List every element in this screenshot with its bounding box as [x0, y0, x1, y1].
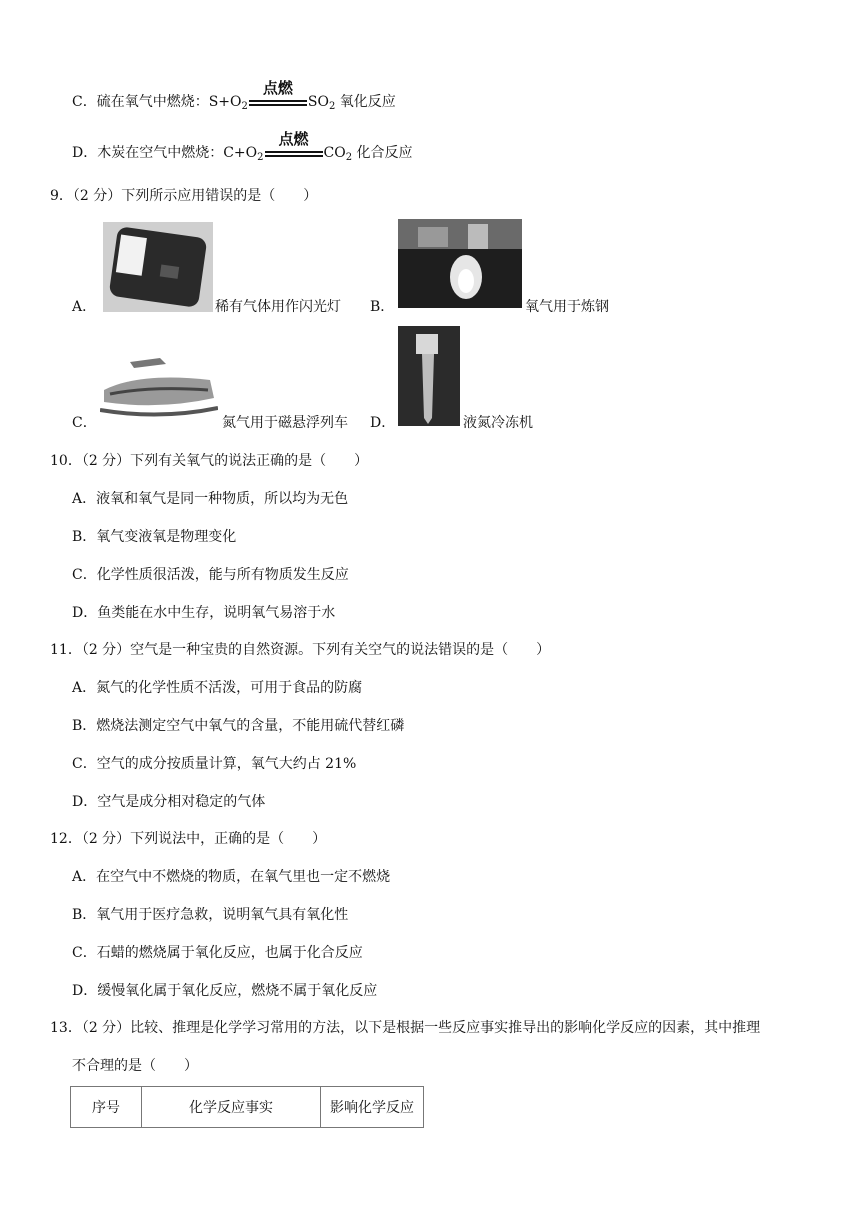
q10-option-b: B．氧气变液氧是物理变化	[72, 529, 237, 545]
table-header-row	[71, 1087, 424, 1128]
q12-option-a: A．在空气中不燃烧的物质，在氧气里也一定不燃烧	[72, 869, 391, 885]
q8-option-c: C．硫在氧气中燃烧：$S+O_2$ 点燃 $SO_2$ 氧化反应	[72, 79, 396, 112]
q9-stem: 9．（2 分）下列所示应用错误的是（ ）	[50, 188, 318, 204]
liquid-nitrogen-freezer-image	[398, 326, 460, 426]
maglev-train-icon	[100, 350, 218, 420]
q10-option-c: C．化学性质很活泼，能与所有物质发生反应	[72, 567, 349, 583]
q11-option-a: A．氮气的化学性质不活泼，可用于食品的防腐	[72, 680, 363, 696]
q11-option-d: D．空气是成分相对稳定的气体	[72, 794, 266, 810]
q9-option-d-text: 液氮冷冻机	[463, 415, 533, 431]
q9-option-a-text: 稀有气体用作闪光灯	[215, 299, 341, 315]
freezer-icon	[398, 326, 460, 426]
q11-option-c: C．空气的成分按质量计算，氧气大约占 21%	[72, 756, 357, 772]
q11-stem: 11．（2 分）空气是一种宝贵的自然资源。下列有关空气的说法错误的是（ ）	[50, 642, 551, 658]
q11-option-b: B．燃烧法测定空气中氧气的含量，不能用硫代替红磷	[72, 718, 405, 734]
table-header-cell: 影响化学反应	[321, 1087, 424, 1128]
q9-option-d-letter: D．	[370, 415, 396, 431]
reaction-condition: 点燃	[249, 92, 307, 112]
q12-stem: 12．（2 分）下列说法中，正确的是（ ）	[50, 831, 327, 847]
q8-option-d: D．木炭在空气中燃烧：$C+O_2$ 点燃 $CO_2$ 化合反应	[72, 130, 413, 163]
maglev-train-image	[100, 350, 218, 420]
q13-stem-line1: 13．（2 分）比较、推理是化学学习常用的方法，以下是根据一些反应事实推导出的影响化学反应的因素，其中推理	[50, 1020, 761, 1036]
q9-option-b-text: 氧气用于炼钢	[525, 299, 609, 315]
q10-option-d: D．鱼类能在水中生存，说明氧气易溶于水	[72, 605, 336, 621]
q9-option-c-text: 氮气用于磁悬浮列车	[222, 415, 348, 431]
reaction-condition: 点燃	[265, 143, 323, 163]
q10-stem: 10．（2 分）下列有关氧气的说法正确的是（ ）	[50, 453, 369, 469]
table-header-cell: 序号	[71, 1087, 142, 1128]
flash-lamp-icon	[103, 222, 213, 312]
q10-option-a: A．液氧和氧气是同一种物质，所以均为无色	[72, 491, 349, 507]
q12-option-d: D．缓慢氧化属于氧化反应，燃烧不属于氧化反应	[72, 983, 378, 999]
q12-option-c: C．石蜡的燃烧属于氧化反应，也属于化合反应	[72, 945, 363, 961]
flash-lamp-image	[103, 222, 213, 312]
steelmaking-image	[398, 219, 522, 308]
steel-furnace-icon	[398, 219, 522, 308]
q13-table	[70, 1086, 424, 1128]
q12-option-b: B．氧气用于医疗急救，说明氧气具有氧化性	[72, 907, 349, 923]
q9-option-b-letter: B．	[370, 299, 395, 315]
table-header-cell: 化学反应事实	[142, 1087, 321, 1128]
q9-option-c-letter: C．	[72, 415, 97, 431]
q13-stem-line2: 不合理的是（ ）	[72, 1058, 198, 1074]
q9-option-a-letter: A．	[72, 299, 97, 315]
